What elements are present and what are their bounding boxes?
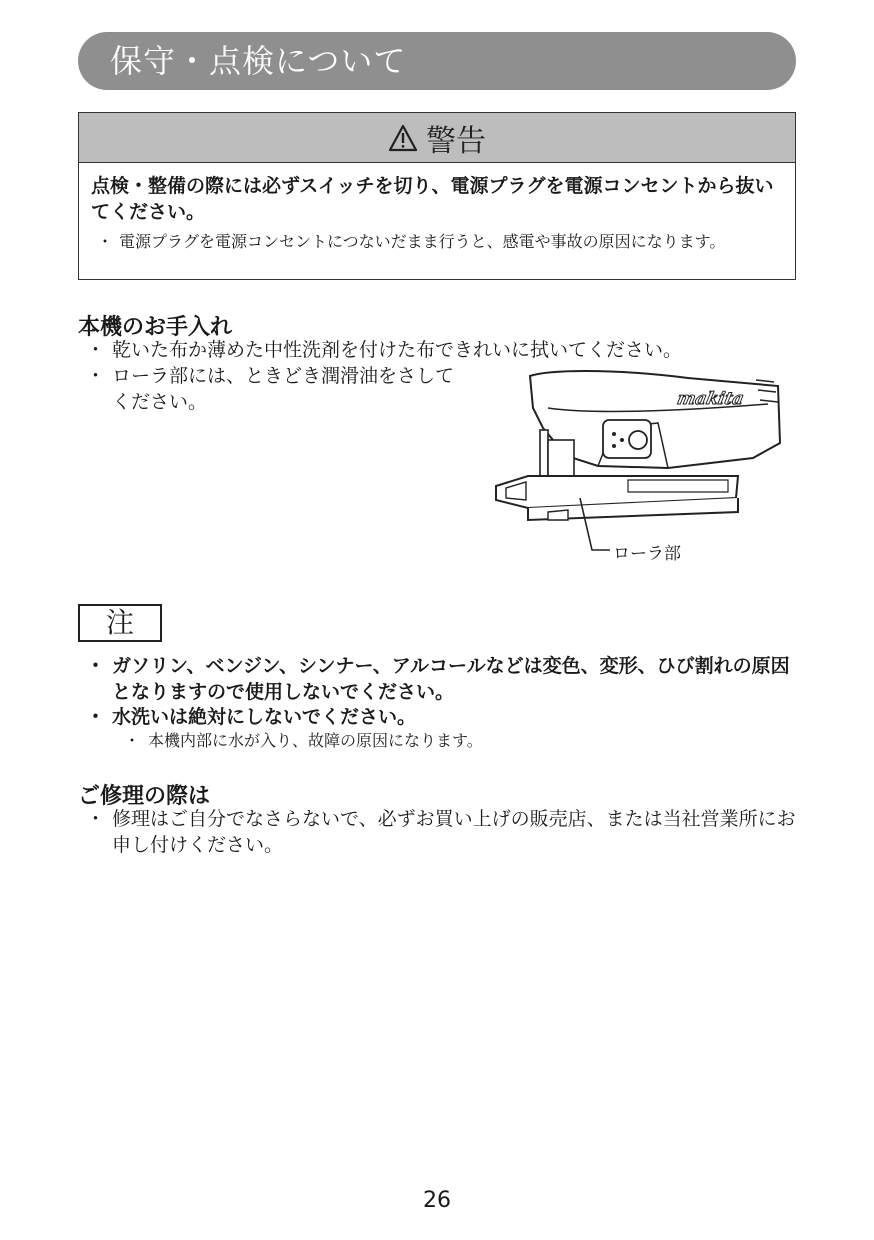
note-item-2-sub [124,730,788,752]
section-title: 保守・点検について [110,42,407,80]
note-item-2-text: 水洗いは絶対にしないでください。 [112,706,417,728]
repair-item-1-text: 修理はご自分でなさらないで、必ずお買い上げの販売店、または当社営業所にお申し付けください。 [112,808,796,856]
section-header [78,32,796,90]
bullet: ・ [86,655,106,677]
bullet: ・ [97,232,114,251]
warning-sub-item [97,230,783,254]
brand-logo-text: makita [675,389,746,409]
repair-item-1 [86,806,802,858]
note-label-box [78,604,162,642]
care-heading: 本機のお手入れ [78,315,233,340]
care-item-2 [86,363,460,415]
bullet: ・ [86,339,106,361]
roller-callout-label: ローラ部 [613,544,681,564]
note-item-2 [86,704,802,730]
note-item-1 [86,653,802,705]
bullet: ・ [86,706,106,728]
warning-box [78,112,796,280]
note-label: 注 [105,606,134,639]
note-item-1-text: ガソリン、ベンジン、シンナー、アルコールなどは変色、変形、ひび割れの原因となりますので使用しないでください。 [112,655,790,703]
care-item-2-text: ローラ部には、ときどき潤滑油をさしてください。 [112,365,455,413]
repair-heading: ご修理の際は [78,784,211,809]
care-item-1-text: 乾いた布か薄めた中性洗剤を付けた布できれいに拭いてください。 [112,339,683,361]
page-number: 26 [423,1188,451,1213]
warning-sub-text: 電源プラグを電源コンセントにつないだまま行うと、感電や事故の原因になります。 [119,232,726,251]
warning-header [79,113,795,163]
bullet: ・ [86,365,106,387]
warning-main-text: 点検・整備の際には必ずスイッチを切り、電源プラグを電源コンセントから抜いてください。 [91,175,774,223]
jigsaw-illustration [488,368,788,568]
note-item-2-sub-text: 本機内部に水が入り、故障の原因になります。 [148,731,483,750]
care-item-1 [86,337,802,363]
bullet: ・ [86,808,106,830]
warning-triangle-icon [388,124,418,152]
warning-title: 警告 [426,123,486,159]
bullet: ・ [124,731,141,750]
